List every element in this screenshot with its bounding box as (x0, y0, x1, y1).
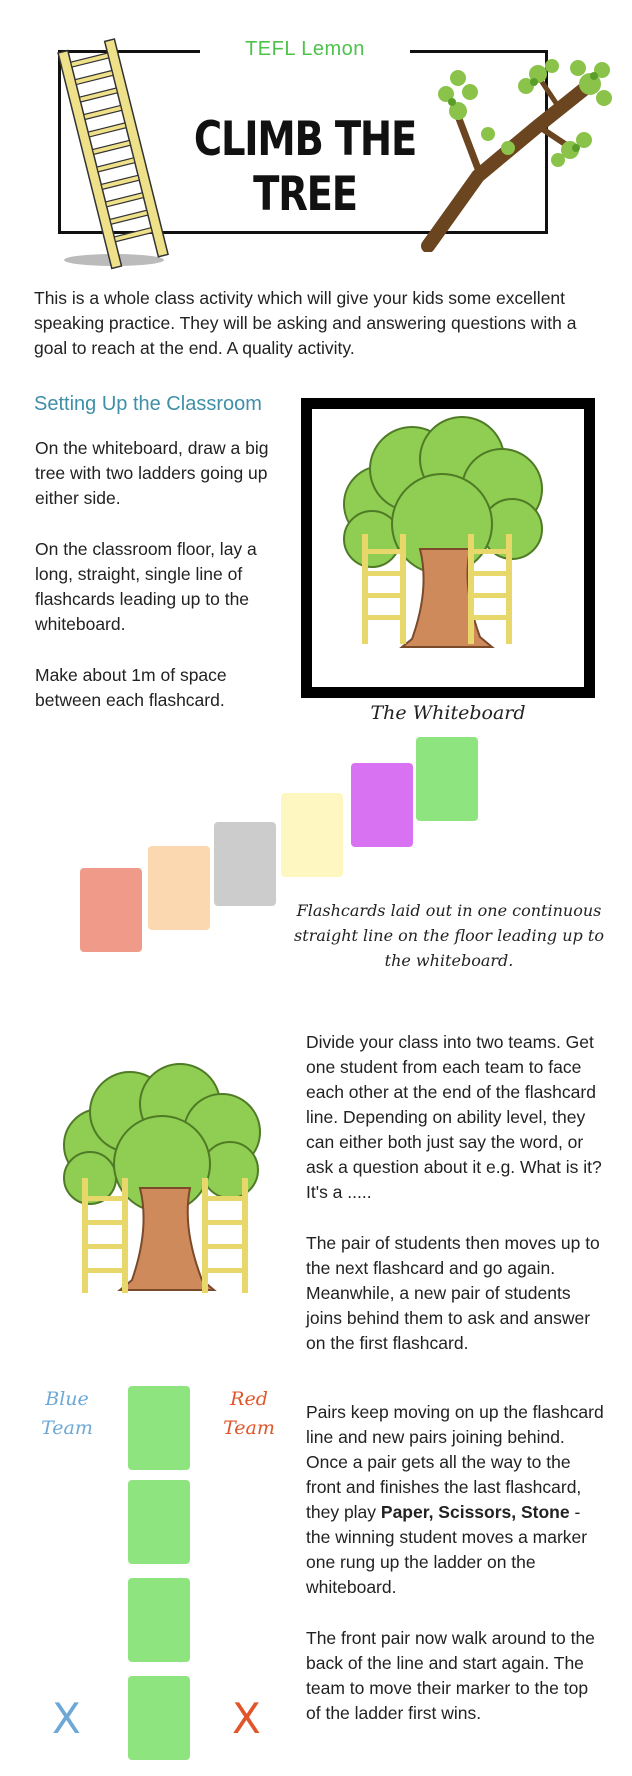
flashcards-caption: Flashcards laid out in one continuous straight line on the floor leading up to the whiteboard. (294, 901, 604, 970)
gameplay-paragraph: Divide your class into two teams. Get one student from each team to face each other at the end of the flashcard line. Depending on ability level, they can either both just say the word, or ask a question about it e.g. What is it? It's a ..... (306, 1032, 602, 1202)
flashcard (214, 822, 276, 906)
tree-with-ladders-illustration (50, 1060, 280, 1310)
gameplay-paragraph: The pair of students then moves up to the next flashcard and go again. Meanwhile, a new pair of students joins behind them to ask and answer on the first flashcard. (306, 1233, 600, 1353)
red-team-marker: X (232, 1694, 261, 1743)
flashcard (351, 763, 413, 847)
tree-branch-illustration (418, 56, 612, 252)
flashcard (128, 1676, 190, 1760)
rules-emphasis: Paper, Scissors, Stone (380, 1502, 570, 1522)
flashcard (80, 868, 142, 952)
rules-instructions (306, 1400, 606, 1752)
setup-paragraph: Make about 1m of space between each flashcard. (35, 665, 227, 710)
gameplay-instructions (306, 1030, 606, 1382)
blue-team-marker: X (52, 1694, 81, 1743)
rules-text: Pairs keep moving on up the flashcard line and new pairs joining behind. Once a pair gets all the way to the front and finishes the last flashcard, they play (306, 1402, 604, 1522)
red-team-label: Red Team (223, 1388, 275, 1439)
whiteboard-caption: The Whiteboard (370, 702, 526, 724)
rules-paragraph (306, 1400, 606, 1600)
setup-paragraph: On the whiteboard, draw a big tree with two ladders going up either side. (35, 438, 269, 508)
blue-team-label: Blue Team (41, 1388, 93, 1439)
whiteboard-frame (301, 398, 595, 698)
intro-paragraph: This is a whole class activity which will give your kids some excellent speaking practice. They will be asking and answering questions with a goal to reach at the end. A quality activity. (34, 288, 577, 358)
flashcard (416, 737, 478, 821)
setup-instructions (35, 436, 275, 739)
flashcard (281, 793, 343, 877)
rules-text: - the winning student moves a marker one rung up the ladder on the whiteboard. (306, 1502, 588, 1597)
section-heading: Setting Up the Classroom (34, 393, 262, 415)
brand-name: TEFL Lemon (200, 36, 410, 63)
flashcard (148, 846, 210, 930)
tree-with-ladders-illustration (312, 409, 584, 687)
page-title: CLIMB THE TREE (193, 112, 417, 222)
flashcard (128, 1578, 190, 1662)
rules-paragraph: The front pair now walk around to the back of the line and start again. The team to move their marker to the top of the ladder first wins. (306, 1628, 595, 1723)
flashcard (128, 1386, 190, 1470)
flashcard (128, 1480, 190, 1564)
setup-paragraph: On the classroom floor, lay a long, straight, single line of flashcards leading up to the whiteboard. (35, 539, 257, 634)
